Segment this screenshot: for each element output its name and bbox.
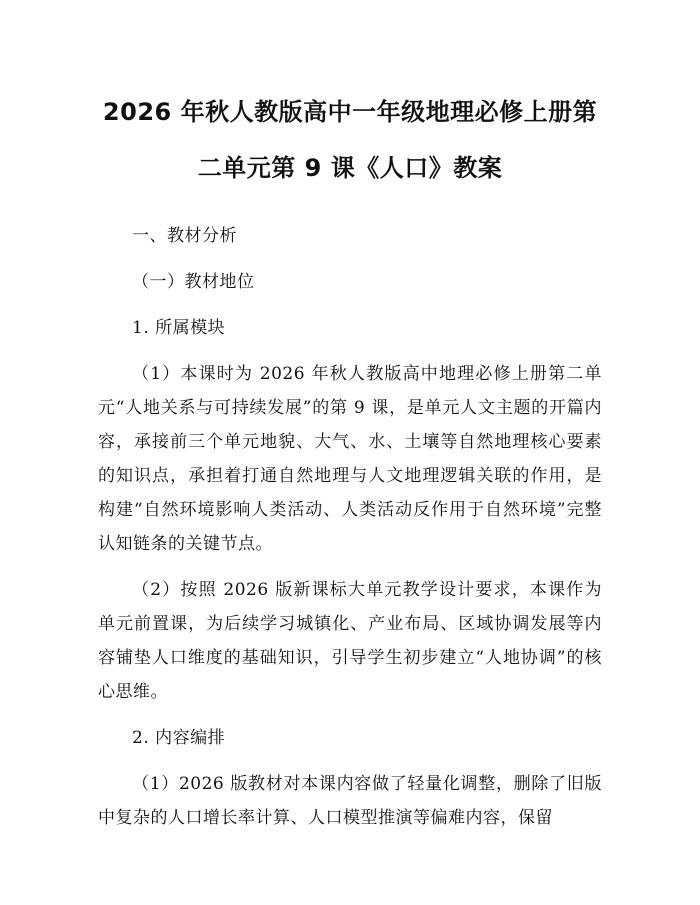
document-body: [98, 219, 602, 835]
document-title: [98, 84, 602, 196]
paragraph-module-1: （1）本课时为 2026 年秋人教版高中地理必修上册第二单元“人地关系与可持续发展”的第 9 课，是单元人文主题的开篇内容，承接前三个单元地貌、大气、水、土壤等自然地理核心要素的知识点，承担着打通自然地理与人文地理逻辑关联的作用，是构建“自然环境影响人类活动、人类活动反作用于自然环境”完整认知链条的关键节点。: [98, 364, 602, 554]
paragraph-content-1: （1）2026 版教材对本课内容做了轻量化调整，删除了旧版中复杂的人口增长率计算、人口模型推演等偏难内容，保留: [98, 774, 602, 828]
subsection-heading: （一）教材地位: [132, 272, 255, 292]
paragraph-module-2: （2）按照 2026 版新课标大单元教学设计要求，本课作为单元前置课，为后续学习城镇化、产业布局、区域协调发展等内容铺垫人口维度的基础知识，引导学生初步建立“人地协调”的核心思维。: [98, 580, 602, 702]
title-line-1: 2026 年秋人教版高中一年级地理必修上册第: [102, 98, 598, 126]
item-heading-module: 1. 所属模块: [132, 318, 226, 338]
section-heading: 一、教材分析: [132, 226, 237, 246]
item-heading-content: 2. 内容编排: [132, 728, 226, 748]
title-line-2: 二单元第 9 课《人口》教案: [197, 154, 503, 182]
